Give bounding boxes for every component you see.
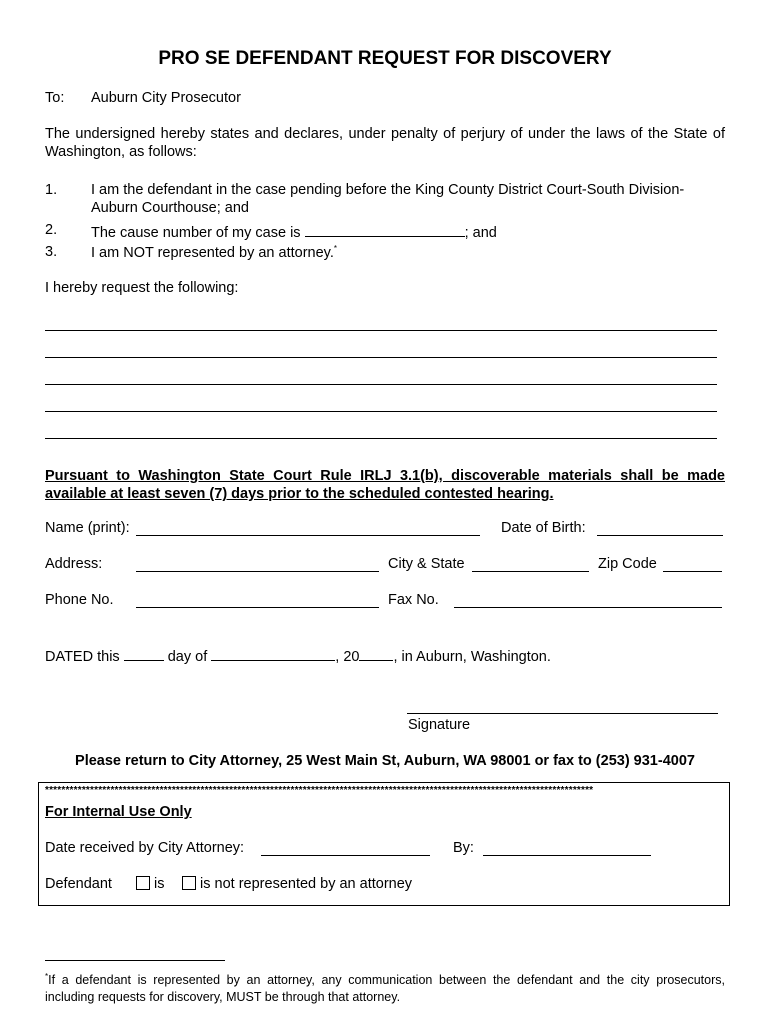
dated-line xyxy=(45,646,551,665)
signature-line[interactable] xyxy=(407,713,718,714)
footnote-text: If a defendant is represented by an attorney, any communication between the defendant and the city prosecutors, including requests for discovery, MUST be through that attorney. xyxy=(45,973,725,1005)
document-title: PRO SE DEFENDANT REQUEST FOR DISCOVERY xyxy=(158,48,612,69)
item-1-line-1: I am the defendant in the case pending before the King County District Court-South Division- xyxy=(91,182,685,198)
request-line-4[interactable] xyxy=(45,411,717,412)
footnote-mark: * xyxy=(45,972,49,981)
item-2-number: 2. xyxy=(45,222,58,238)
dated-day-of: day of xyxy=(167,649,208,665)
declaration-text: The undersigned hereby states and declares, under penalty of perjury of under the laws of the State of Washington, as follows: xyxy=(45,126,725,160)
dob-label: Date of Birth: xyxy=(501,520,586,536)
by-field[interactable] xyxy=(483,855,651,856)
item-1-line-2: Auburn Courthouse; and xyxy=(91,200,249,216)
address-label: Address: xyxy=(45,556,103,572)
footnote xyxy=(45,968,725,1006)
date-received-label: Date received by City Attorney: xyxy=(45,840,245,856)
is-not-label: is not represented by an attorney xyxy=(200,876,413,892)
to-recipient: Auburn City Prosecutor xyxy=(91,90,241,106)
month-blank[interactable] xyxy=(211,646,335,661)
dated-prefix: DATED this xyxy=(45,649,120,665)
fax-field[interactable] xyxy=(454,607,722,608)
zip-label: Zip Code xyxy=(598,556,657,572)
city-state-label: City & State xyxy=(388,556,465,572)
item-3 xyxy=(91,244,337,261)
is-not-represented-checkbox[interactable] xyxy=(182,876,196,890)
dob-field[interactable] xyxy=(597,535,723,536)
item-2-text: The cause number of my case is xyxy=(91,225,301,241)
item-3-number: 3. xyxy=(45,244,58,260)
item-3-text: I am NOT represented by an attorney. xyxy=(91,244,334,261)
request-label: I hereby request the following: xyxy=(45,280,239,296)
internal-heading: For Internal Use Only xyxy=(45,804,192,820)
day-blank[interactable] xyxy=(124,646,164,661)
item-2-suffix: ; and xyxy=(464,225,497,241)
court-rule-notice: Pursuant to Washington State Court Rule IRLJ 3.1(b), discoverable materials shall be made available at least seven (7) days prior to the scheduled contested hearing. xyxy=(45,468,725,502)
address-field[interactable] xyxy=(136,571,379,572)
item-3-footnote-mark: * xyxy=(333,244,337,253)
stars-divider: ************************************************************************************************************************************** xyxy=(45,785,594,796)
dated-year-prefix: , 20 xyxy=(335,649,360,665)
request-line-1[interactable] xyxy=(45,330,717,331)
item-2 xyxy=(91,222,497,241)
is-not-option xyxy=(182,876,412,892)
fax-label: Fax No. xyxy=(388,592,439,608)
is-label: is xyxy=(154,876,165,892)
is-option xyxy=(136,876,165,892)
zip-field[interactable] xyxy=(663,571,722,572)
is-represented-checkbox[interactable] xyxy=(136,876,150,890)
item-1-number: 1. xyxy=(45,182,58,198)
request-line-5[interactable] xyxy=(45,438,717,439)
phone-field[interactable] xyxy=(136,607,379,608)
defendant-label: Defendant xyxy=(45,876,112,892)
date-received-field[interactable] xyxy=(261,855,430,856)
dated-suffix: , in Auburn, Washington. xyxy=(393,649,551,665)
footnote-separator xyxy=(45,960,225,961)
request-line-2[interactable] xyxy=(45,357,717,358)
to-label: To: xyxy=(45,90,65,106)
return-notice: Please return to City Attorney, 25 West Main St, Auburn, WA 98001 or fax to (253) 931-4007 xyxy=(75,753,695,769)
signature-label: Signature xyxy=(408,717,471,733)
by-label: By: xyxy=(453,840,474,856)
phone-label: Phone No. xyxy=(45,592,114,608)
request-line-3[interactable] xyxy=(45,384,717,385)
city-state-field[interactable] xyxy=(472,571,589,572)
cause-number-blank[interactable] xyxy=(305,222,465,237)
name-label: Name (print): xyxy=(45,520,130,536)
year-blank[interactable] xyxy=(359,646,393,661)
name-field[interactable] xyxy=(136,535,480,536)
